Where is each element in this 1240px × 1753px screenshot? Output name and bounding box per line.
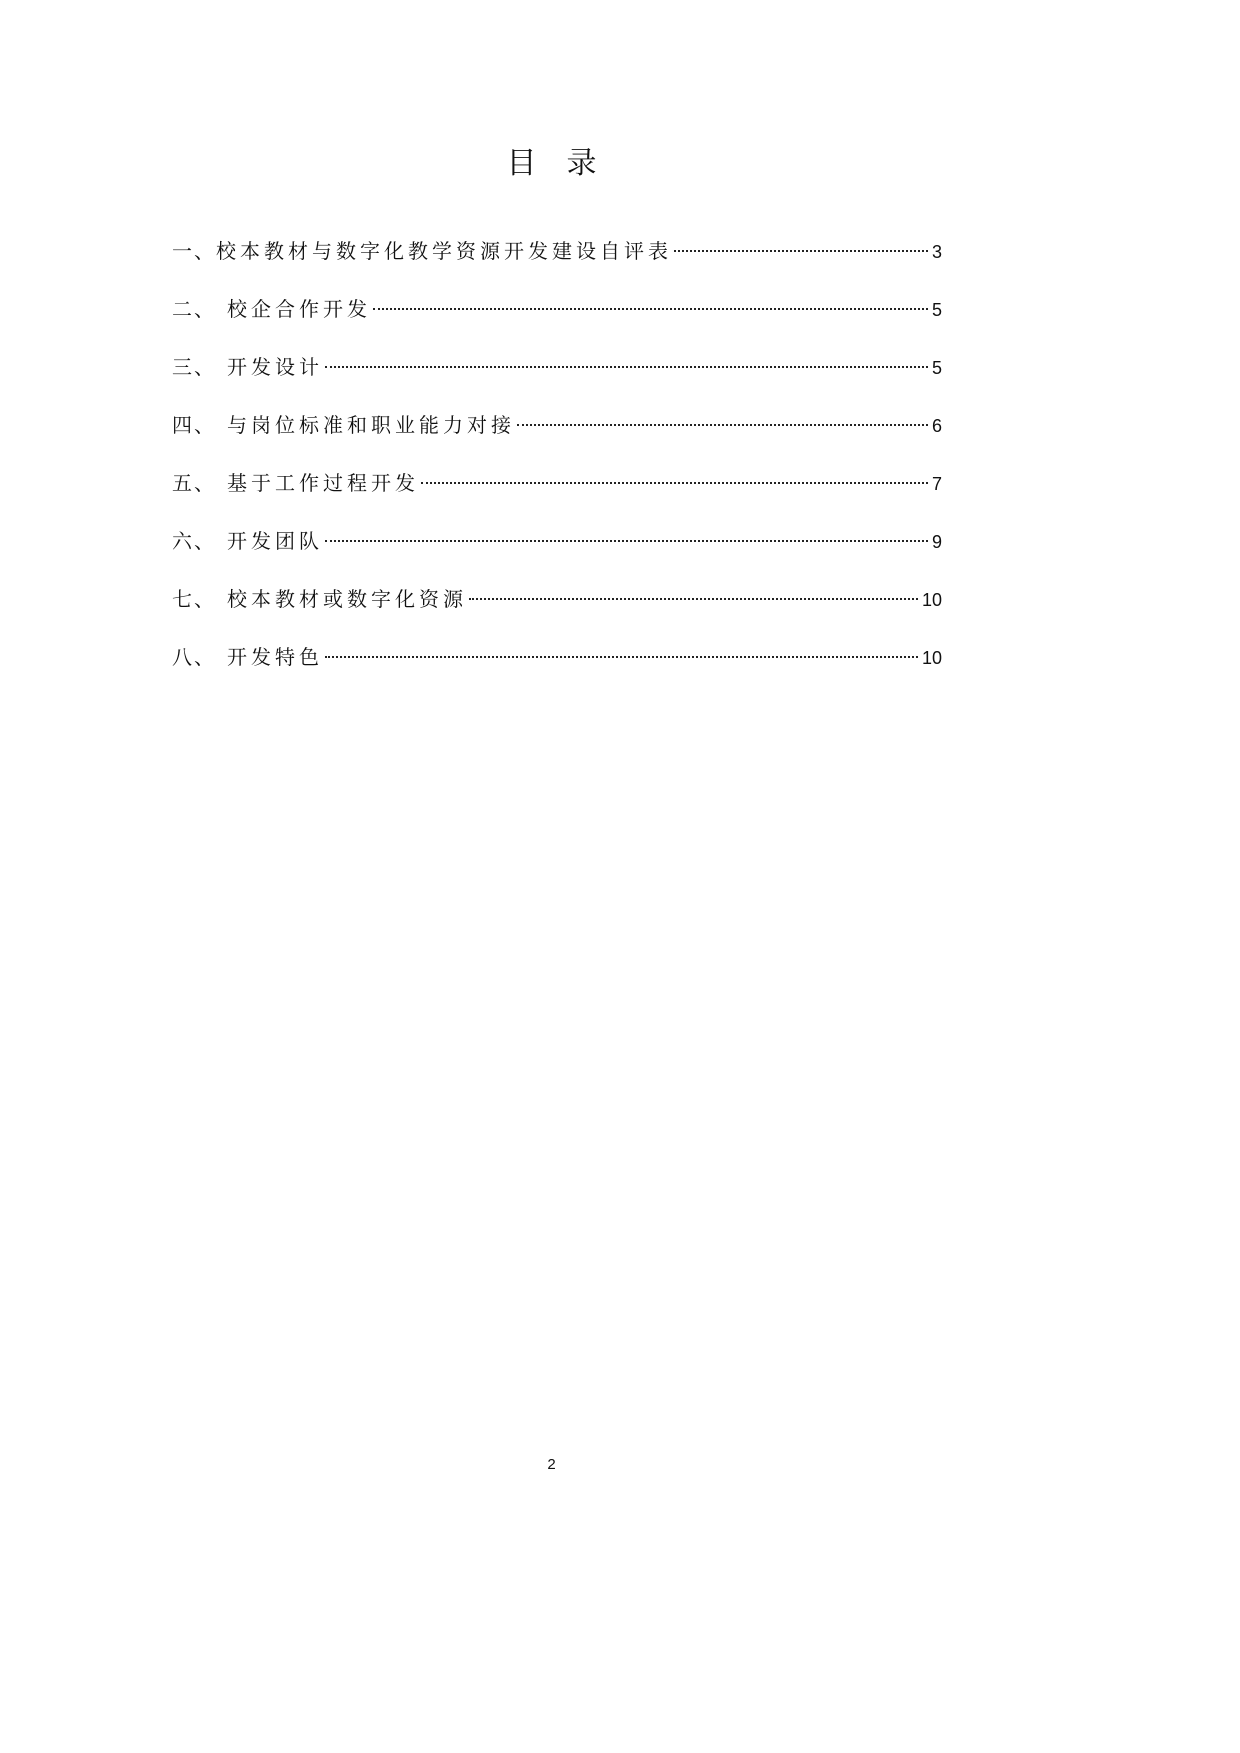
toc-entry[interactable] bbox=[172, 582, 942, 640]
toc-entry[interactable] bbox=[172, 292, 942, 350]
toc-leader-dots bbox=[674, 250, 928, 252]
toc-entry-label: 校本教材与数字化教学资源开发建设自评表 bbox=[216, 239, 672, 263]
toc-entry-label: 开发特色 bbox=[227, 645, 323, 669]
toc-entry-page: 6 bbox=[931, 416, 942, 436]
toc-entry-number: 八、 bbox=[172, 645, 216, 669]
toc-entry-label: 开发设计 bbox=[227, 355, 323, 379]
toc-leader-dots bbox=[325, 366, 928, 368]
toc-list bbox=[172, 234, 942, 698]
toc-leader-dots bbox=[325, 540, 928, 542]
toc-entry-page: 3 bbox=[931, 242, 942, 262]
toc-entry-number: 五、 bbox=[172, 471, 216, 495]
page-number: 2 bbox=[547, 1456, 556, 1473]
toc-entry-page: 9 bbox=[931, 532, 942, 552]
toc-entry-number: 七、 bbox=[172, 587, 216, 611]
toc-entry-number: 六、 bbox=[172, 529, 216, 553]
toc-leader-dots bbox=[517, 424, 928, 426]
toc-entry-number: 三、 bbox=[172, 355, 216, 379]
toc-entry-label: 与岗位标准和职业能力对接 bbox=[227, 413, 515, 437]
toc-leader-dots bbox=[469, 598, 918, 600]
toc-entry-page: 5 bbox=[931, 300, 942, 320]
toc-entry-label: 校企合作开发 bbox=[227, 297, 371, 321]
toc-entry[interactable] bbox=[172, 640, 942, 698]
toc-title: 目录 bbox=[506, 146, 627, 181]
toc-entry-page: 10 bbox=[921, 648, 942, 668]
toc-entry[interactable] bbox=[172, 466, 942, 524]
toc-entry[interactable] bbox=[172, 524, 942, 582]
toc-entry[interactable] bbox=[172, 234, 942, 292]
toc-entry[interactable] bbox=[172, 350, 942, 408]
toc-leader-dots bbox=[421, 482, 928, 484]
toc-entry-page: 5 bbox=[931, 358, 942, 378]
toc-entry-number: 一、 bbox=[172, 239, 216, 263]
toc-entry-label: 基于工作过程开发 bbox=[227, 471, 419, 495]
toc-entry-label: 校本教材或数字化资源 bbox=[227, 587, 467, 611]
toc-entry-page: 7 bbox=[931, 474, 942, 494]
toc-leader-dots bbox=[325, 656, 918, 658]
toc-entry-label: 开发团队 bbox=[227, 529, 323, 553]
toc-entry[interactable] bbox=[172, 408, 942, 466]
toc-entry-number: 二、 bbox=[172, 297, 216, 321]
toc-entry-page: 10 bbox=[921, 590, 942, 610]
toc-entry-number: 四、 bbox=[172, 413, 216, 437]
toc-leader-dots bbox=[373, 308, 928, 310]
